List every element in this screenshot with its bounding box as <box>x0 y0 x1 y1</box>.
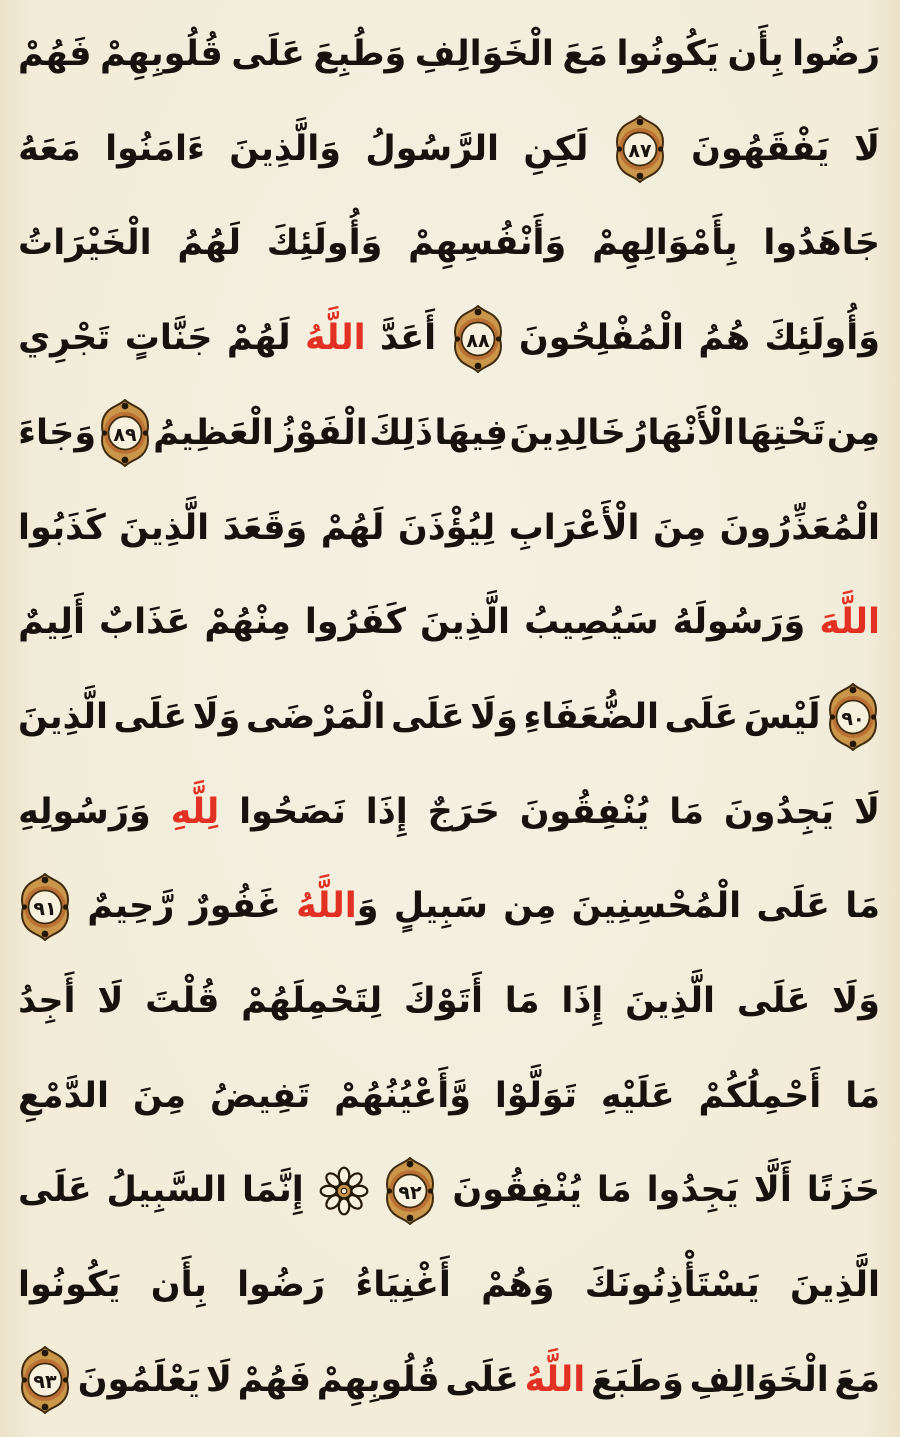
quran-word: عَلَيْهِ <box>600 1075 675 1116</box>
verse-marker-87 <box>613 115 667 183</box>
quran-word: مَا <box>504 981 540 1022</box>
quran-word: يَعْلَمُونَ <box>77 1359 201 1400</box>
quran-word: وَالَّذِينَ <box>229 128 342 169</box>
quran-word: وَأُولَئِكَ <box>764 318 880 359</box>
quran-word: فِيهَا <box>434 412 508 453</box>
quran-word: يَكُونُوا <box>18 1265 121 1306</box>
quran-word: مِنْهُمْ <box>204 602 291 643</box>
quran-word: الضُّعَفَاءِ <box>523 696 660 737</box>
quran-word: عَلَى <box>736 981 811 1022</box>
quran-word: عَلَى <box>664 696 739 737</box>
quran-word: عَلَى <box>231 34 305 74</box>
quran-word: عَلَى <box>756 886 830 927</box>
quran-word: إِذَا <box>365 791 408 832</box>
quran-line-14 <box>18 1239 880 1332</box>
allah-red-word: اللَّهُ <box>304 318 366 359</box>
quran-word: عَذَابٌ <box>99 602 191 643</box>
quran-word: تَحْتِهَا <box>736 412 826 453</box>
allah-red-word: لِلَّهِ <box>170 791 220 832</box>
quran-line-3 <box>18 197 880 290</box>
allah-red-word: اللَّهُ <box>296 886 357 927</box>
quran-word: وَأُولَئِكَ <box>266 223 383 264</box>
quran-line-1 <box>18 8 880 101</box>
quran-word: مَعَهُ <box>18 128 81 169</box>
quran-line-2 <box>18 103 880 196</box>
svg-text:٩١: ٩١ <box>33 897 57 920</box>
quran-word: تَجْرِي <box>18 318 111 359</box>
quran-word: نَصَحُوا <box>239 791 346 832</box>
quran-word: مَا <box>669 791 704 832</box>
quran-word: يَفْقَهُونَ <box>691 128 830 169</box>
quran-word: لَيْسَ <box>743 696 821 737</box>
quran-word: وَهُمْ <box>481 1265 555 1306</box>
quran-word: وَرَسُولِهِ <box>18 791 151 832</box>
quran-word: لَهُمْ <box>320 507 385 548</box>
quran-word: الَّذِينَ <box>625 981 716 1022</box>
quran-word: مِن <box>826 412 880 453</box>
quran-word: ذَلِكَ <box>369 412 433 453</box>
verse-marker-88 <box>451 305 505 373</box>
quran-word: تَوَلَّوْا <box>494 1075 578 1116</box>
allah-red-word: اللَّهُ <box>524 1359 586 1400</box>
quran-line-10 <box>18 860 880 953</box>
quran-word: مَا <box>596 1170 632 1211</box>
quran-word: الَّذِينَ <box>420 602 511 643</box>
quran-word: عَلَى <box>18 1170 92 1211</box>
quran-line-7 <box>18 576 880 669</box>
quran-word: لَا <box>205 1359 232 1400</box>
quran-word: لِتَحْمِلَهُمْ <box>241 981 383 1022</box>
quran-word: أَحْمِلُكُمْ <box>698 1075 822 1116</box>
quran-word: وَأَنْفُسِهِمْ <box>408 223 567 264</box>
rub-el-hizb-icon <box>319 1166 369 1216</box>
quran-word: أَغْنِيَاءُ <box>355 1265 451 1306</box>
quran-word: سَبِيلٍ <box>393 886 488 927</box>
verse-marker-92 <box>383 1157 437 1225</box>
svg-text:٩٣: ٩٣ <box>33 1371 57 1394</box>
quran-word: أَلَّا <box>753 1170 792 1211</box>
quran-word: الرَّسُولُ <box>365 128 500 169</box>
quran-word: وَطَبَعَ <box>590 1359 684 1400</box>
quran-word: الْمُحْسِنِينَ <box>571 886 742 927</box>
quran-word: يَسْتَأْذِنُونَكَ <box>584 1265 760 1306</box>
quran-word: قُلُوبِهِمْ <box>316 1359 440 1400</box>
quran-word-part: وَ <box>356 886 379 927</box>
svg-text:٨٩: ٨٩ <box>113 424 137 447</box>
quran-word: مَا <box>845 886 880 927</box>
quran-word: لِيُؤْذَنَ <box>397 507 496 548</box>
quran-word: الْخَوَالِفِ <box>689 1359 829 1400</box>
svg-text:٨٧: ٨٧ <box>628 140 652 163</box>
quran-line-11 <box>18 955 880 1048</box>
quran-word: رَّحِيمٌ <box>87 886 175 927</box>
quran-line-9 <box>18 766 880 859</box>
quran-word: وَطُبِعَ <box>313 34 407 74</box>
svg-text:٩٢: ٩٢ <box>398 1181 423 1204</box>
quran-word-mixed <box>296 886 379 927</box>
quran-word: بِأَمْوَالِهِمْ <box>592 223 738 264</box>
quran-word: الْخَيْرَاتُ <box>18 223 152 264</box>
quran-text-area <box>18 8 880 1427</box>
quran-word: رَضُوا <box>792 34 880 74</box>
quran-word: مِن <box>503 886 557 927</box>
quran-word: سَيُصِيبُ <box>524 602 659 643</box>
quran-word: كَفَرُوا <box>304 602 406 643</box>
quran-word: وَرَسُولَهُ <box>672 602 806 643</box>
quran-word: كَذَبُوا <box>18 507 106 548</box>
quran-word: وَلَا <box>832 981 880 1022</box>
quran-word: لَكِنِ <box>523 128 589 169</box>
svg-text:٩٠: ٩٠ <box>841 708 865 731</box>
quran-line-12 <box>18 1050 880 1143</box>
quran-word: إِنَّمَا <box>241 1170 304 1211</box>
quran-word: السَّبِيلُ <box>106 1170 228 1211</box>
quran-word: يَجِدُونَ <box>723 791 835 832</box>
quran-word: الْأَنْهَارُ <box>627 412 735 453</box>
quran-word: قُلُوبِهِمْ <box>99 34 223 74</box>
quran-word: الْمُعَذِّرُونَ <box>719 507 880 548</box>
quran-word: لَهُمُ <box>177 223 242 264</box>
quran-word: عَلَى <box>445 1359 519 1400</box>
quran-word: خَالِدِينَ <box>509 412 626 453</box>
quran-word: عَلَى <box>113 696 188 737</box>
quran-word: قُلْتَ <box>145 981 220 1022</box>
verse-marker-89 <box>98 399 152 467</box>
quran-word: الْمَرْضَى <box>245 696 386 737</box>
quran-line-13 <box>18 1144 880 1237</box>
quran-word: فَهُمْ <box>18 34 92 74</box>
quran-word: حَرَجٌ <box>427 791 500 832</box>
quran-word: لَا <box>853 128 880 169</box>
quran-word: الْفَوْزُ <box>275 412 368 453</box>
quran-word: عَلَى <box>391 696 465 737</box>
quran-line-8 <box>18 671 880 764</box>
allah-red-word: اللَّهَ <box>819 602 880 643</box>
quran-word: الَّذِينَ <box>790 1265 880 1306</box>
quran-word: مَا <box>845 1075 880 1116</box>
quran-word: وَجَاءَ <box>18 412 97 453</box>
quran-word: الَّذِينَ <box>119 507 210 548</box>
quran-word: مِنَ <box>132 1075 186 1116</box>
quran-word: هُمُ <box>698 318 751 359</box>
quran-word: أَلِيمٌ <box>18 602 85 643</box>
quran-word: جَاهَدُوا <box>763 223 880 264</box>
quran-word: إِذَا <box>561 981 604 1022</box>
quran-word: يَجِدُوا <box>646 1170 739 1211</box>
quran-word: مِنَ <box>653 507 707 548</box>
quran-word: وَلَا <box>192 696 241 737</box>
quran-word: بِأَن <box>727 34 784 74</box>
quran-word: حَزَنًا <box>806 1170 880 1211</box>
svg-text:٨٨: ٨٨ <box>465 329 490 352</box>
quran-line-6 <box>18 482 880 575</box>
quran-word: مَعَ <box>834 1359 880 1400</box>
quran-word: أَجِدُ <box>18 981 76 1022</box>
quran-word: ءَامَنُوا <box>105 128 205 169</box>
quran-word: الْعَظِيمُ <box>153 412 274 453</box>
quran-word: وَقَعَدَ <box>222 507 308 548</box>
quran-word: تَفِيضُ <box>209 1075 311 1116</box>
quran-line-5 <box>18 387 880 480</box>
quran-line-15 <box>18 1334 880 1427</box>
quran-word: لَا <box>97 981 124 1022</box>
quran-word: لَا <box>853 791 880 832</box>
quran-word: الْأَعْرَابِ <box>508 507 640 548</box>
quran-word: الْمُفْلِحُونَ <box>518 318 684 359</box>
quran-word: الَّذِينَ <box>18 696 109 737</box>
quran-word: غَفُورٌ <box>189 886 281 927</box>
quran-word: مَعَ <box>562 34 608 74</box>
quran-word: وَّأَعْيُنُهُمْ <box>334 1075 471 1116</box>
quran-word: يُنْفِقُونَ <box>452 1170 582 1211</box>
quran-word: الْخَوَالِفِ <box>414 34 554 74</box>
quran-word: أَعَدَّ <box>380 318 437 359</box>
quran-line-4 <box>18 292 880 385</box>
quran-word: يَكُونُوا <box>616 34 719 74</box>
quran-word: جَنَّاتٍ <box>124 318 213 359</box>
quran-word: أَتَوْكَ <box>403 981 484 1022</box>
quran-word: يُنْفِقُونَ <box>519 791 650 832</box>
verse-marker-91 <box>18 873 72 941</box>
quran-word: رَضُوا <box>237 1265 326 1306</box>
quran-word: فَهُمْ <box>237 1359 312 1400</box>
verse-marker-93 <box>18 1346 72 1414</box>
verse-marker-90 <box>826 683 880 751</box>
quran-word: وَلَا <box>470 696 518 737</box>
quran-word: الدَّمْعِ <box>18 1075 109 1116</box>
quran-word: لَهُمْ <box>226 318 291 359</box>
quran-word: بِأَن <box>150 1265 207 1306</box>
